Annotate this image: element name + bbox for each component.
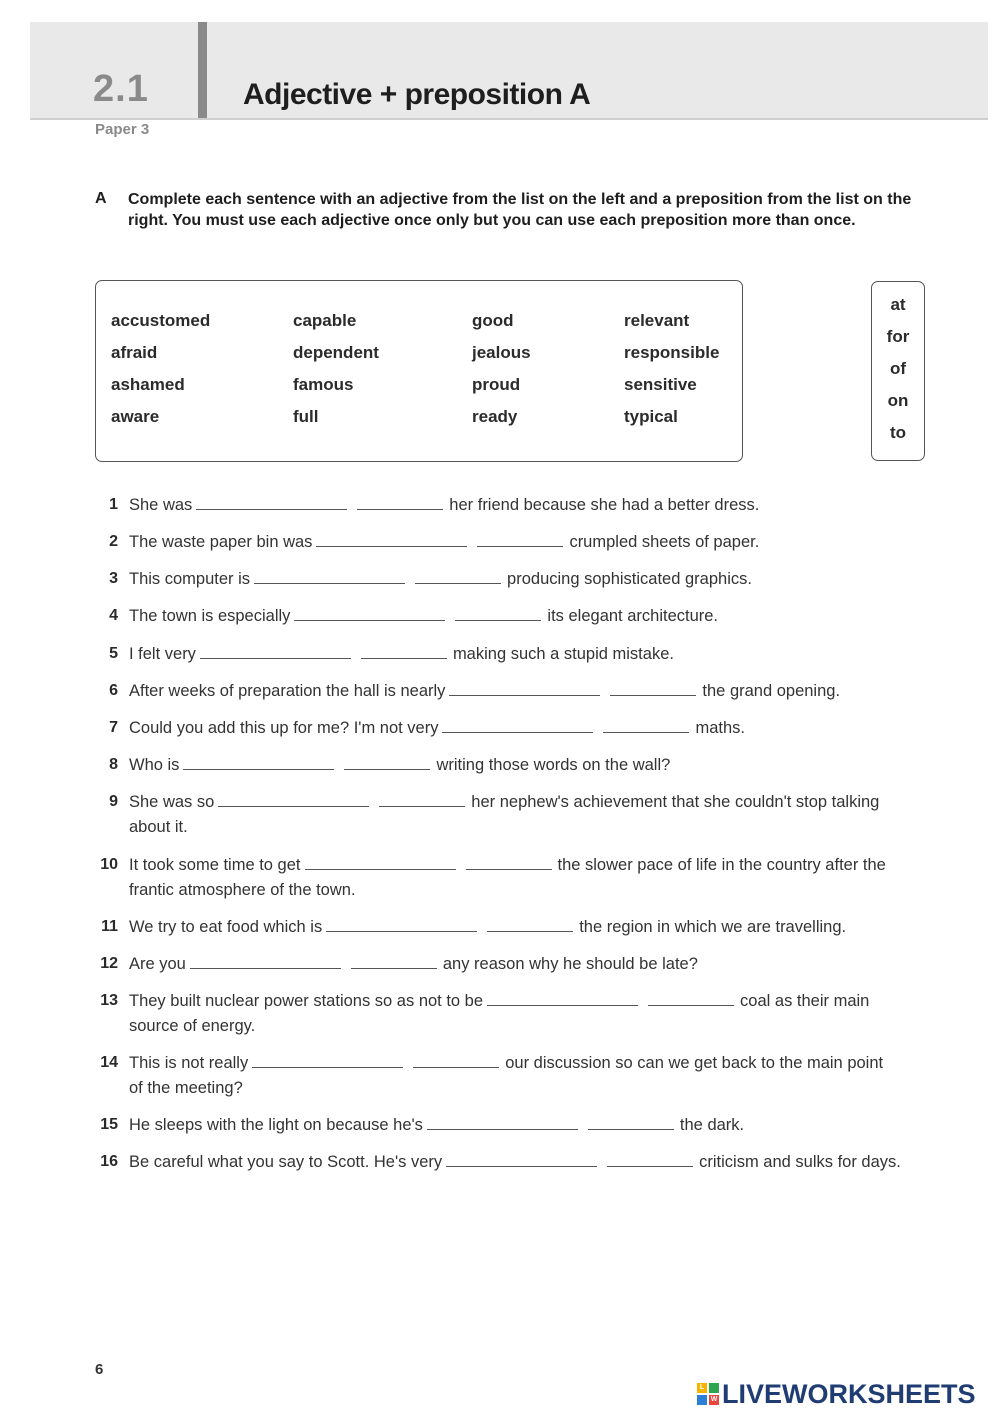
adjective-word: jealous (472, 343, 531, 362)
preposition-blank[interactable] (603, 719, 689, 733)
question-text-before: He sleeps with the light on because he's (129, 1116, 423, 1134)
adjective-word: dependent (293, 343, 379, 362)
adjective-word: aware (111, 407, 160, 426)
question-text-after: the slower pace of life in the country after the (557, 856, 886, 874)
preposition-word: on (887, 391, 909, 410)
question-text-before: They built nuclear power stations so as not to be (129, 992, 484, 1010)
question-line (129, 989, 869, 1013)
preposition-blank[interactable] (607, 1153, 693, 1167)
question-number: 15 (100, 1116, 118, 1133)
preposition-blank[interactable] (379, 793, 465, 807)
question-text-before: Be careful what you say to Scott. He's very (129, 1153, 443, 1171)
section-letter: A (95, 190, 107, 207)
adjective-word: afraid (111, 343, 158, 362)
question-number: 2 (109, 533, 118, 550)
preposition-word: of (889, 359, 907, 378)
question-text-after: her nephew's achievement that she couldn't stop talking (471, 793, 880, 811)
page-number: 6 (95, 1361, 104, 1378)
adjective-blank[interactable] (305, 856, 456, 870)
adjective-word: proud (472, 375, 521, 394)
question-number: 9 (109, 793, 118, 810)
question-line (129, 1113, 744, 1137)
question-text-after: maths. (695, 719, 746, 737)
question-text-after: the region in which we are travelling. (579, 918, 847, 936)
question-line (129, 493, 759, 517)
adjective-blank[interactable] (254, 570, 405, 584)
adjective-list-box (95, 280, 743, 462)
question-line (129, 853, 886, 877)
adjective-word: responsible (624, 343, 720, 362)
page-title: Adjective + preposition A (243, 78, 591, 111)
question-text-after: producing sophisticated graphics. (507, 570, 752, 588)
question-text-after: any reason why he should be late? (442, 955, 698, 973)
liveworksheets-brand[interactable] (697, 1379, 976, 1409)
question-line (129, 642, 674, 666)
question-line (129, 915, 846, 939)
adjective-word: full (293, 407, 319, 426)
preposition-list-box (871, 281, 925, 461)
question-line (129, 952, 698, 976)
adjective-blank[interactable] (294, 607, 445, 621)
question-line (129, 1051, 883, 1075)
preposition-blank[interactable] (487, 918, 573, 932)
preposition-blank[interactable] (610, 682, 696, 696)
preposition-blank[interactable] (413, 1054, 499, 1068)
question-text-before: We try to eat food which is (129, 918, 323, 936)
question-text-after: crumpled sheets of paper. (569, 533, 760, 551)
question-text-before: She was (129, 496, 193, 514)
question-line (129, 790, 879, 814)
question-number: 6 (109, 682, 118, 699)
logo-tile (709, 1383, 719, 1393)
question-number: 5 (109, 645, 118, 662)
liveworksheets-logo-icon (697, 1383, 719, 1405)
question-text-before: The waste paper bin was (129, 533, 313, 551)
adjective-blank[interactable] (487, 992, 638, 1006)
question-text-before: The town is especially (129, 607, 291, 625)
brand-text: LIVEWORKSHEETS (722, 1378, 976, 1409)
question-text-after: criticism and sulks for days. (699, 1153, 901, 1171)
preposition-blank[interactable] (588, 1116, 674, 1130)
adjective-blank[interactable] (449, 682, 600, 696)
paper-label: Paper 3 (95, 121, 150, 138)
question-line (129, 604, 718, 628)
adjective-word: ready (472, 407, 518, 426)
adjective-word: good (472, 311, 514, 330)
question-number: 4 (109, 607, 118, 624)
question-text-before: This computer is (129, 570, 251, 588)
adjective-blank[interactable] (446, 1153, 597, 1167)
preposition-blank[interactable] (351, 955, 437, 969)
adjective-blank[interactable] (442, 719, 593, 733)
question-text-before: She was so (129, 793, 215, 811)
question-text-before: Are you (129, 955, 186, 973)
question-text-after: making such a stupid mistake. (452, 645, 674, 663)
logo-tile (697, 1395, 707, 1405)
preposition-blank[interactable] (455, 607, 541, 621)
adjective-blank[interactable] (190, 955, 341, 969)
question-text-after: the grand opening. (702, 682, 841, 700)
question-line (129, 1150, 901, 1174)
adjective-blank[interactable] (316, 533, 467, 547)
question-continuation: frantic atmosphere of the town. (129, 881, 356, 899)
question-continuation: about it. (129, 818, 188, 836)
adjective-blank[interactable] (427, 1116, 578, 1130)
question-line (129, 753, 670, 777)
question-text-before: I felt very (129, 645, 196, 663)
preposition-blank[interactable] (477, 533, 563, 547)
question-line (129, 530, 759, 554)
question-line (129, 679, 840, 703)
adjective-blank[interactable] (196, 496, 347, 510)
adjective-word: famous (293, 375, 354, 394)
question-number: 3 (109, 570, 118, 587)
question-text-after: her friend because she had a better dress. (449, 496, 760, 514)
question-number: 16 (100, 1153, 118, 1170)
question-text-after: coal as their main (740, 992, 870, 1010)
adjective-blank[interactable] (183, 756, 334, 770)
logo-tile: L (697, 1383, 707, 1393)
logo-tile: W (710, 1396, 718, 1403)
adjective-word: relevant (624, 311, 690, 330)
preposition-blank[interactable] (466, 856, 552, 870)
adjective-word: sensitive (624, 375, 697, 394)
adjective-word: accustomed (111, 311, 211, 330)
adjective-blank[interactable] (200, 645, 351, 659)
question-text-after: our discussion so can we get back to the main point (505, 1054, 884, 1072)
adjective-word: capable (293, 311, 357, 330)
question-continuation: of the meeting? (129, 1079, 243, 1097)
adjective-word: ashamed (111, 375, 185, 394)
question-line (129, 716, 745, 740)
question-text-before: After weeks of preparation the hall is nearly (129, 682, 446, 700)
question-number: 11 (101, 918, 118, 935)
preposition-blank[interactable] (344, 756, 430, 770)
question-continuation: source of energy. (129, 1017, 256, 1035)
question-number: 8 (109, 756, 118, 773)
question-text-after: its elegant architecture. (547, 607, 719, 625)
preposition-word: to (889, 423, 907, 442)
preposition-blank[interactable] (415, 570, 501, 584)
preposition-blank[interactable] (648, 992, 734, 1006)
header-divider (198, 22, 207, 118)
question-text-after: writing those words on the wall? (436, 756, 671, 774)
question-number: 14 (100, 1054, 118, 1071)
preposition-word: for (886, 327, 910, 346)
question-line (129, 567, 752, 591)
question-number: 7 (109, 719, 118, 736)
question-text-before: This is not really (129, 1054, 249, 1072)
preposition-blank[interactable] (357, 496, 443, 510)
adjective-word: typical (624, 407, 678, 426)
preposition-word: at (890, 295, 906, 314)
question-text-after: the dark. (679, 1116, 745, 1134)
preposition-blank[interactable] (361, 645, 447, 659)
question-text-before: Who is (129, 756, 180, 774)
question-text-before: Could you add this up for me? I'm not very (129, 719, 439, 737)
question-number: 1 (109, 496, 118, 513)
question-text-before: It took some time to get (129, 856, 301, 874)
adjective-blank[interactable] (218, 793, 369, 807)
question-number: 10 (100, 856, 118, 873)
instructions: Complete each sentence with an adjective from the list on the left and a preposition from the list on the right. You must use each adjective once only but you can use each preposition more than once. (128, 191, 912, 229)
adjective-blank[interactable] (252, 1054, 403, 1068)
adjective-blank[interactable] (326, 918, 477, 932)
question-number: 12 (100, 955, 118, 972)
question-number: 13 (100, 992, 118, 1009)
unit-number: 2.1 (93, 68, 149, 110)
